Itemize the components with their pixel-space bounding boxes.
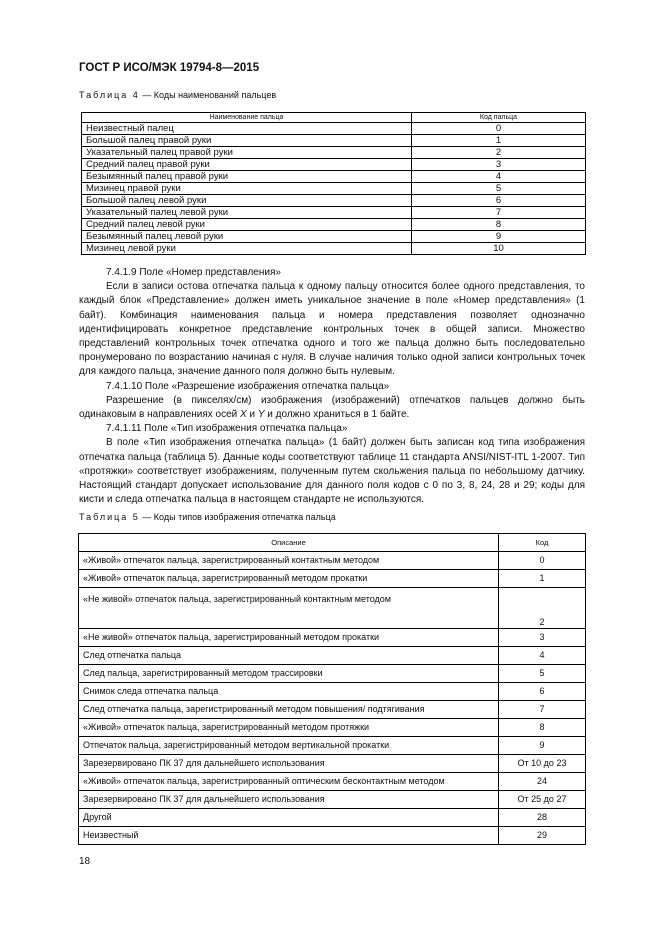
table-row xyxy=(79,809,586,827)
finger-code: 7 xyxy=(412,207,586,219)
table4-caption-title: — Коды наименований пальцев xyxy=(139,90,277,100)
table-row xyxy=(79,719,586,737)
table-row xyxy=(82,135,586,147)
image-type-code: 9 xyxy=(499,737,586,755)
finger-name: Указательный палец правой руки xyxy=(82,147,412,159)
finger-code: 9 xyxy=(412,231,586,243)
image-type-code: 24 xyxy=(499,773,586,791)
table-row xyxy=(79,552,586,570)
table5-caption xyxy=(79,512,336,522)
table-row xyxy=(82,195,586,207)
image-type-description: След пальца, зарегистрированный методом трассировки xyxy=(79,665,499,683)
image-type-code: 29 xyxy=(499,827,586,845)
page-number: 18 xyxy=(79,856,91,867)
axis-x-label: X xyxy=(240,409,247,421)
finger-code: 2 xyxy=(412,147,586,159)
table-row xyxy=(79,791,586,809)
image-type-code: 5 xyxy=(499,665,586,683)
table-row xyxy=(82,207,586,219)
column-header-finger-name: Наименование пальца xyxy=(82,113,412,123)
finger-codes-table xyxy=(81,112,586,255)
finger-code: 8 xyxy=(412,219,586,231)
table-row xyxy=(79,588,586,629)
image-type-description: «Живой» отпечаток пальца, зарегистрированный методом прокатки xyxy=(79,570,499,588)
image-type-description: «Живой» отпечаток пальца, зарегистрированный контактным методом xyxy=(79,552,499,570)
table4-caption xyxy=(79,90,276,100)
paragraph-image-type: В поле «Тип изображения отпечатка пальца» (1 байт) должен быть записан код типа изображения отпечатка пальца (таблица 5). Данные коды соответствуют таблице 11 стандарта ANSI/NIST-ITL 1-2007. Тип «протяжки» соответствует изображениям, полученным путем скольжения пальца по небольшому датчику. Настоящий стандарт допускает использование для данного поля кодов с 0 по 3, 8, 24, 28 и 29; коды для кисти и следа отпечатка пальца в настоящем стандарте не используются. xyxy=(79,437,585,506)
table4-caption-prefix: Таблица 4 xyxy=(79,90,140,100)
paragraph-representation-number: Если в записи остова отпечатка пальца к одному пальцу относится более одного представления, то каждый блок «Представление» должен иметь уникальное значение в поле «Номер представления» (1 байт). Комбинация наименования пальца и номера представления позволяет однозначно идентифицировать конкретное представление контрольных точек в общей записи. Множество представлений контрольных точек отпечатка одного и того же пальца должно быть последовательно пронумеровано по возрастанию начиная с нуля. В случае наличия только одной записи контрольных точек для каждого пальца, значение данного поля должно быть нулевым. xyxy=(79,281,585,378)
finger-name: Средний палец левой руки xyxy=(82,219,412,231)
column-header-description: Описание xyxy=(79,534,499,552)
image-type-description: Снимок следа отпечатка пальца xyxy=(79,683,499,701)
image-type-description: Другой xyxy=(79,809,499,827)
finger-name: Средний палец правой руки xyxy=(82,159,412,171)
table-row xyxy=(82,123,586,135)
table5-caption-title: — Коды типов изображения отпечатка пальца xyxy=(139,512,336,522)
image-type-description: Зарезервировано ПК 37 для дальнейшего использования xyxy=(79,791,499,809)
table-row xyxy=(79,701,586,719)
table-row xyxy=(79,737,586,755)
paragraph-image-resolution xyxy=(79,394,585,422)
image-type-code: 1 xyxy=(499,570,586,588)
table-row xyxy=(79,570,586,588)
body-text xyxy=(79,266,585,507)
table5-caption-prefix: Таблица 5 xyxy=(79,512,140,522)
image-type-code: 8 xyxy=(499,719,586,737)
table-row xyxy=(79,827,586,845)
image-type-code: 7 xyxy=(499,701,586,719)
image-type-description: «Не живой» отпечаток пальца, зарегистрированный контактным методом xyxy=(79,588,499,629)
table-row xyxy=(79,683,586,701)
table-row xyxy=(79,665,586,683)
image-type-code: От 10 до 23 xyxy=(499,755,586,773)
finger-code: 1 xyxy=(412,135,586,147)
column-header-code: Код xyxy=(499,534,586,552)
table-row xyxy=(79,773,586,791)
table-header-row xyxy=(82,113,586,123)
image-type-description: След отпечатка пальца xyxy=(79,647,499,665)
image-type-codes-table xyxy=(78,533,586,845)
finger-code: 10 xyxy=(412,243,586,255)
table-row xyxy=(82,183,586,195)
column-header-finger-code: Код пальца xyxy=(412,113,586,123)
finger-name: Безымянный палец левой руки xyxy=(82,231,412,243)
finger-name: Мизинец левой руки xyxy=(82,243,412,255)
image-type-code: 28 xyxy=(499,809,586,827)
finger-name: Неизвестный палец xyxy=(82,123,412,135)
image-type-description: «Живой» отпечаток пальца, зарегистрированный методом протяжки xyxy=(79,719,499,737)
table-header-row xyxy=(79,534,586,552)
image-type-code: 0 xyxy=(499,552,586,570)
table-row xyxy=(82,147,586,159)
image-type-code: 3 xyxy=(499,629,586,647)
image-type-description: «Живой» отпечаток пальца, зарегистрированный оптическим бесконтактным методом xyxy=(79,773,499,791)
axis-y-label: Y xyxy=(257,409,265,421)
image-type-code: 4 xyxy=(499,647,586,665)
document-header: ГОСТ Р ИСО/МЭК 19794-8—2015 xyxy=(79,62,260,74)
finger-name: Большой палец правой руки xyxy=(82,135,412,147)
section-heading-image-type: 7.4.1.11 Поле «Тип изображения отпечатка пальца» xyxy=(106,423,348,435)
table-row xyxy=(82,159,586,171)
table-row xyxy=(79,629,586,647)
section-heading-representation-number: 7.4.1.9 Поле «Номер представления» xyxy=(106,267,281,278)
image-type-description: Отпечаток пальца, зарегистрированный методом вертикальной прокатки xyxy=(79,737,499,755)
table-row xyxy=(82,219,586,231)
text-fragment: Разрешение (в пикселях/см) изображения (изображений) отпечатков пальцев должно быть одинаковым в направлениях осей xyxy=(79,394,585,421)
finger-name: Большой палец левой руки xyxy=(82,195,412,207)
section-heading-image-resolution: 7.4.1.10 Поле «Разрешение изображения отпечатка пальца» xyxy=(106,380,390,392)
finger-code: 5 xyxy=(412,183,586,195)
table-row xyxy=(79,755,586,773)
image-type-description: Неизвестный xyxy=(79,827,499,845)
image-type-code: 6 xyxy=(499,683,586,701)
image-type-description: «Не живой» отпечаток пальца, зарегистрированный методом прокатки xyxy=(79,629,499,647)
image-type-description: Зарезервировано ПК 37 для дальнейшего использования xyxy=(79,755,499,773)
finger-code: 4 xyxy=(412,171,586,183)
text-fragment: и должно храниться в 1 байте. xyxy=(264,409,410,421)
table-row xyxy=(82,231,586,243)
finger-name: Указательный палец левой руки xyxy=(82,207,412,219)
finger-code: 0 xyxy=(412,123,586,135)
finger-name: Безымянный палец правой руки xyxy=(82,171,412,183)
image-type-code: 2 xyxy=(499,588,586,629)
image-type-code: От 25 до 27 xyxy=(499,791,586,809)
text-fragment: и xyxy=(246,409,258,421)
finger-code: 3 xyxy=(412,159,586,171)
table-row xyxy=(82,171,586,183)
finger-code: 6 xyxy=(412,195,586,207)
finger-name: Мизинец правой руки xyxy=(82,183,412,195)
table-row xyxy=(79,647,586,665)
image-type-description: След отпечатка пальца, зарегистрированный методом повышения/ подтягивания xyxy=(79,701,499,719)
table-row xyxy=(82,243,586,255)
